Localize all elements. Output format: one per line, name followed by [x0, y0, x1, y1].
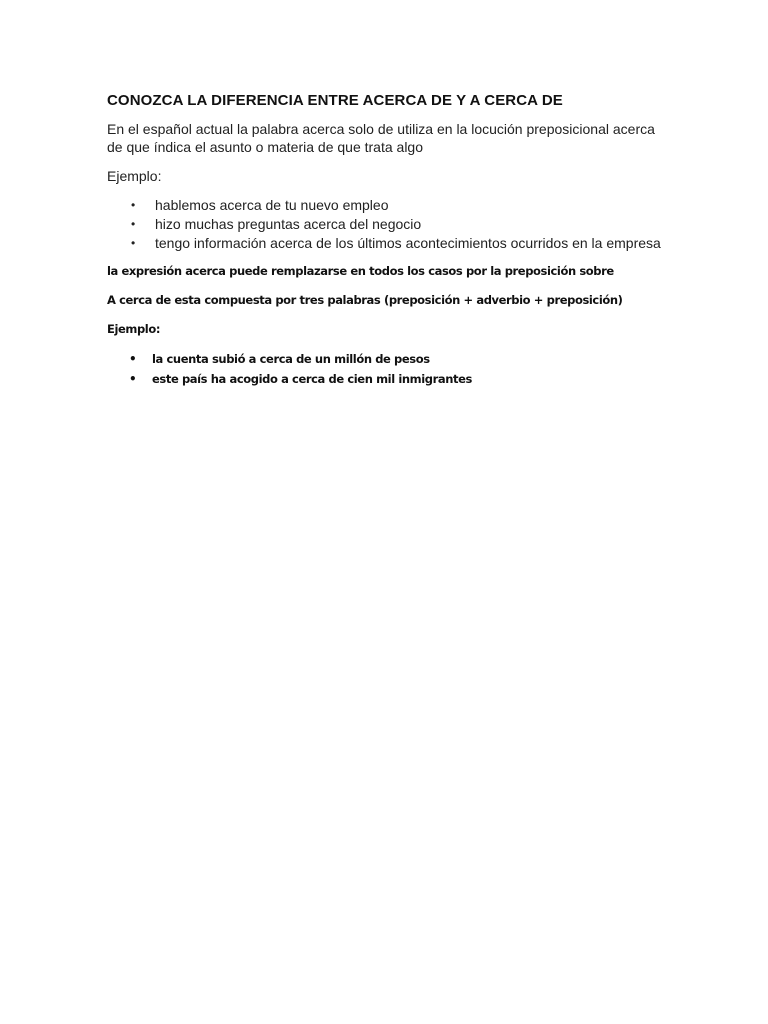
- document-title: CONOZCA LA DIFERENCIA ENTRE ACERCA DE Y A CERCA DE: [107, 92, 563, 109]
- intro-line: de que índica el asunto o materia de que trata algo: [107, 139, 423, 155]
- document-body: [107, 92, 687, 389]
- bullet-icon: •: [131, 198, 136, 212]
- intro-line: En el español actual la palabra acerca solo de utiliza en la locución preposicional acerca: [107, 121, 655, 137]
- bullet-icon: •: [129, 352, 137, 366]
- bullet-icon: •: [129, 372, 137, 386]
- bullet-icon: •: [131, 217, 136, 231]
- list-item: [107, 215, 687, 234]
- list-item-text: hablemos acerca de tu nuevo empleo: [155, 197, 389, 213]
- bold-statement: A cerca de esta compuesta por tres palabras (preposición + adverbio + preposición): [107, 293, 623, 307]
- bold-statement: la expresión acerca puede remplazarse en todos los casos por la preposición sobre: [107, 264, 614, 278]
- list-item: [107, 196, 687, 215]
- list-item: [107, 369, 687, 389]
- example-list: [107, 349, 687, 389]
- list-item: [107, 349, 687, 369]
- bullet-icon: •: [131, 236, 136, 250]
- example-label: Ejemplo:: [107, 322, 161, 336]
- list-item-text: hizo muchas preguntas acerca del negocio: [155, 216, 422, 232]
- intro-paragraph: [107, 120, 687, 156]
- list-item-text: la cuenta subió a cerca de un millón de pesos: [152, 352, 430, 366]
- list-item-text: este país ha acogido a cerca de cien mil inmigrantes: [152, 372, 473, 386]
- list-item-text: tengo información acerca de los últimos acontecimientos ocurridos en la empresa: [155, 235, 661, 251]
- example-list: [107, 196, 687, 253]
- example-label: Ejemplo:: [107, 168, 162, 184]
- list-item: [107, 234, 687, 253]
